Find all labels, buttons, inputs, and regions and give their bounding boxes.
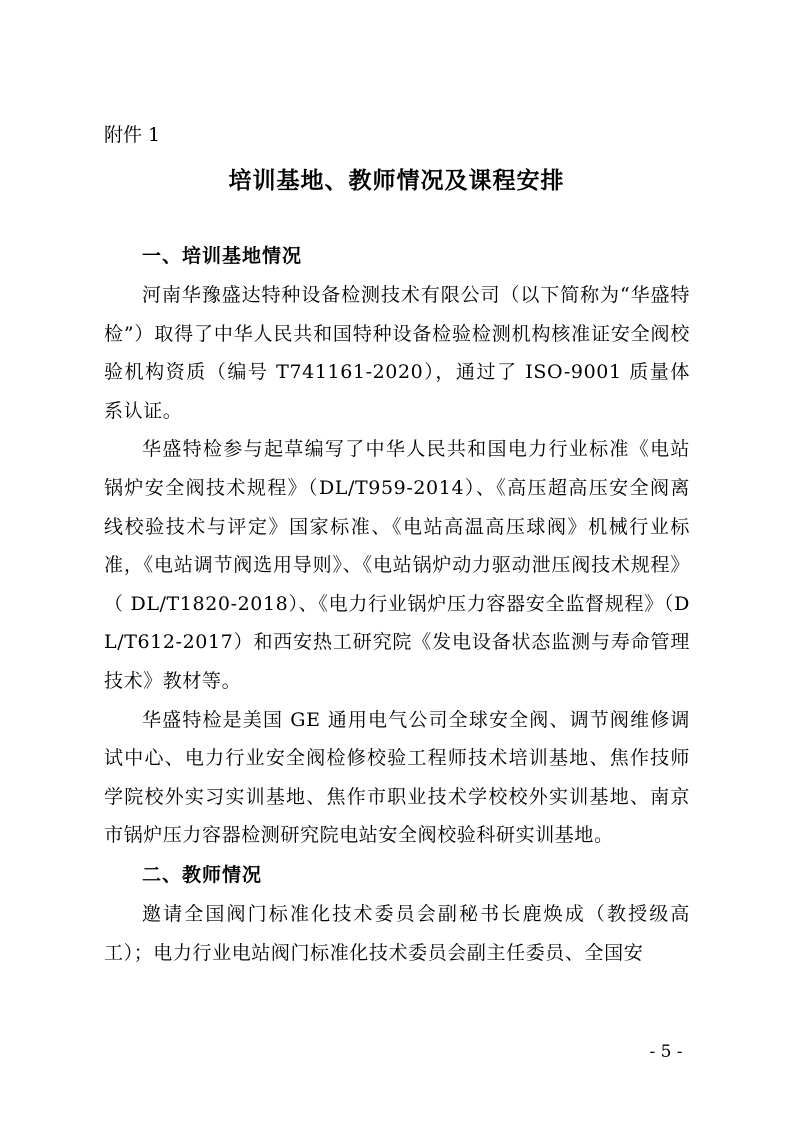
paragraph: 河南华豫盛达特种设备检测技术有限公司（以下简称为“华盛特检”）取得了中华人民共和国特种设备检验检测机构核准证安全阀校验机构资质（编号 T741161-2020），通过了 ISO-9001 质量体系认证。 xyxy=(104,284,690,422)
section-teachers xyxy=(104,855,690,972)
attachment-label: 附件 1 xyxy=(104,124,161,146)
paragraph: 邀请全国阀门标准化技术委员会副秘书长鹿焕成（教授级高工）；电力行业电站阀门标准化技术委员会副主任委员、全国安 xyxy=(104,902,690,964)
document-body xyxy=(104,236,690,972)
section-heading: 一、培训基地情况 xyxy=(142,245,303,267)
document-title: 培训基地、教师情况及课程安排 xyxy=(228,167,565,194)
section-heading: 二、教师情况 xyxy=(142,863,263,886)
page-number: - 5 - xyxy=(649,1042,683,1062)
section-training-base xyxy=(104,236,690,855)
paragraph: 华盛特检参与起草编写了中华人民共和国电力行业标准《电站锅炉安全阀技术规程》（DL/T959-2014）、《高压超高压安全阀离线校验技术与评定》国家标准、《电站高温高压球阀》机械行业标准，《电站调节阀选用导则》、《电站锅炉动力驱动泄压阀技术规程》（ DL/T1820-2018）、《电力行业锅炉压力容器安全监督规程》（DL/T612-2017）和西安热工研究院《发电设备状态监测与寿命管理技术》教材等。 xyxy=(104,438,690,692)
paragraph: 华盛特检是美国 GE 通用电气公司全球安全阀、调节阀维修调试中心、电力行业安全阀检修校验工程师技术培训基地、焦作技师学院校外实习实训基地、焦作市职业技术学校校外实训基地、南京市锅炉压力容器检测研究院电站安全阀校验科研实训基地。 xyxy=(104,708,690,847)
